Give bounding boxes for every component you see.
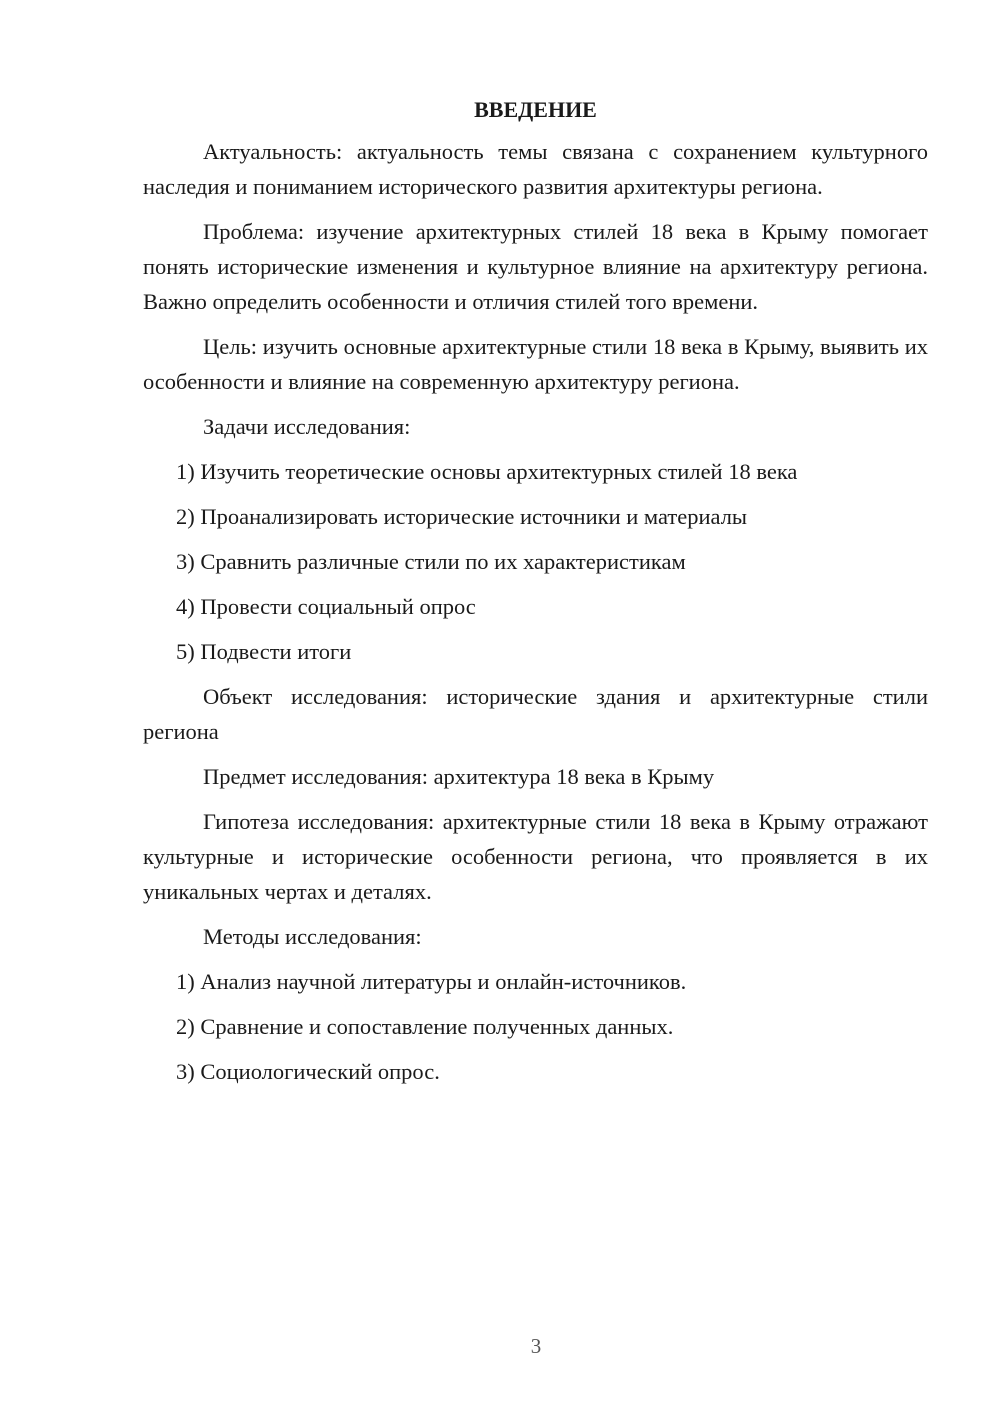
problem-paragraph: Проблема: изучение архитектурных стилей 18 века в Крыму помогает понять исторические изменения и культурное влияние на архитектуру региона. Важно определить особенности и отличия стилей того времени.	[143, 219, 928, 314]
goal-paragraph: Цель: изучить основные архитектурные стили 18 века в Крыму, выявить их особенности и влияние на современную архитектуру региона.	[143, 334, 928, 394]
list-item: 3) Сравнить различные стили по их характеристикам	[176, 549, 686, 574]
page-number: 3	[530, 1334, 542, 1358]
document-page	[143, 92, 928, 1099]
list-item: 2) Сравнение и сопоставление полученных данных.	[176, 1014, 674, 1039]
tasks-heading: Задачи исследования:	[203, 414, 411, 439]
object-paragraph: Объект исследования: исторические здания и архитектурные стили региона	[143, 684, 928, 744]
relevance-paragraph: Актуальность: актуальность темы связана с сохранением культурного наследия и пониманием исторического развития архитектуры региона.	[143, 139, 928, 199]
list-item: 1) Анализ научной литературы и онлайн-источников.	[176, 969, 687, 994]
tasks-list	[143, 454, 928, 669]
list-item: 4) Провести социальный опрос	[176, 594, 476, 619]
list-item: 3) Социологический опрос.	[176, 1059, 440, 1084]
document-title: ВВЕДЕНИЕ	[474, 97, 597, 122]
methods-heading: Методы исследования:	[203, 924, 422, 949]
list-item: 5) Подвести итоги	[176, 639, 352, 664]
methods-list	[143, 964, 928, 1089]
subject-paragraph: Предмет исследования: архитектура 18 века в Крыму	[203, 764, 715, 789]
list-item: 2) Проанализировать исторические источники и материалы	[176, 504, 748, 529]
list-item: 1) Изучить теоретические основы архитектурных стилей 18 века	[176, 459, 798, 484]
hypothesis-paragraph: Гипотеза исследования: архитектурные стили 18 века в Крыму отражают культурные и исторические особенности региона, что проявляется в их уникальных чертах и деталях.	[143, 809, 928, 904]
